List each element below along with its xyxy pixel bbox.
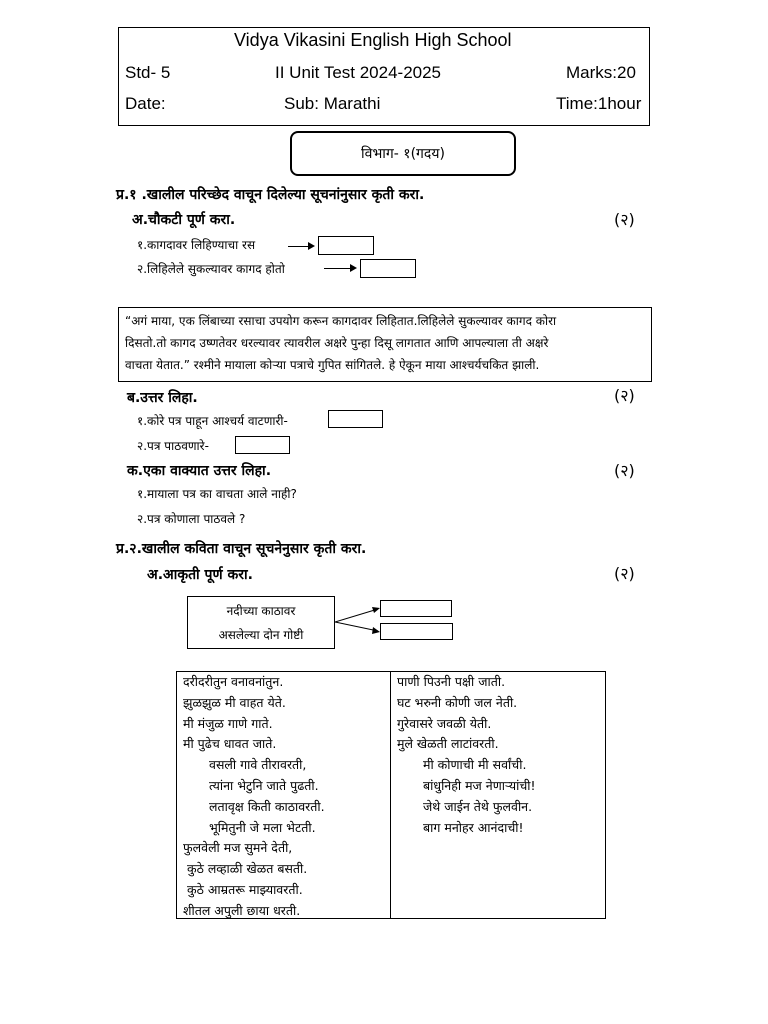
q1c-item-2: २.पत्र कोणाला पाठवले ?: [137, 512, 246, 526]
poem-line: मुले खेळती लाटांवरती.: [397, 736, 499, 752]
q2a-marks: (२): [614, 564, 635, 583]
q1a-arrow-1: [288, 246, 310, 247]
concept-arrowhead-down: [372, 627, 380, 634]
q1b-marks: (२): [614, 386, 635, 405]
poem-column-right: [391, 672, 605, 918]
school-name: Vidya Vikasini English High School: [234, 30, 512, 50]
marks: Marks:20: [566, 63, 636, 82]
concept-arrows: [335, 598, 385, 638]
date: Date:: [125, 94, 166, 113]
poem-line: लतावृक्ष किती काठावरती.: [209, 798, 325, 814]
q1-title: प्र.१ .खालील परिच्छेद वाचून दिलेल्या सूचनांनुसार कृती करा.: [116, 187, 425, 203]
poem-line: फुलवेली मज सुमने देती,: [183, 840, 293, 856]
poem-column-left: [177, 672, 391, 918]
passage-box: [118, 307, 652, 382]
poem-line: त्यांना भेटुनि जाते पुढती.: [209, 777, 319, 793]
poem-line: मी कोणाची मी सर्वांची.: [423, 757, 527, 773]
concept-arrowhead-up: [372, 607, 380, 613]
q1b-item-2: २.पत्र पाठवणारे-: [137, 439, 209, 453]
section-title-box: [290, 131, 516, 176]
concept-arrow-up: [335, 609, 378, 622]
q2a-title: अ.आकृती पूर्ण करा.: [147, 567, 253, 583]
q1a-answer-box-1[interactable]: [318, 236, 374, 255]
q1c-title: क.एका वाक्यात उत्तर लिहा.: [127, 463, 272, 479]
poem-line: कुठे आम्रतरू माझ्यावरती.: [187, 881, 303, 897]
poem-line: गुरेवासरे जवळी येती.: [397, 715, 492, 731]
time: Time:1hour: [556, 94, 642, 113]
header-box: [118, 27, 650, 126]
section-title: विभाग- १(गदय): [361, 146, 445, 162]
q1a-answer-box-2[interactable]: [360, 259, 416, 278]
q1a-arrowhead-1: [308, 242, 315, 250]
q1c-item-1: १.मायाला पत्र का वाचता आले नाही?: [137, 487, 297, 501]
test-name: II Unit Test 2024-2025: [275, 63, 442, 82]
poem-line: मी मंजुळ गाणे गाते.: [183, 715, 273, 731]
poem-line: घट भरुनी कोणी जल नेती.: [397, 694, 518, 710]
concept-line-1: नदीच्या काठावर: [226, 604, 296, 618]
q1a-item-2: २.लिहिलेले सुकल्यावर कागद होतो: [137, 262, 285, 276]
poem-line: पाणी पिउनी पक्षी जाती.: [397, 674, 506, 689]
poem-line: बांधुनिही मज नेणाऱ्यांची!: [423, 777, 536, 793]
concept-box: [187, 596, 335, 649]
q1a-marks: (२): [614, 210, 635, 229]
concept-answer-box-1[interactable]: [380, 600, 452, 617]
poem-line: दरीदरीतुन वनावनांतुन.: [183, 674, 284, 689]
q1a-arrow-2: [324, 268, 352, 269]
concept-answer-box-2[interactable]: [380, 623, 453, 640]
passage-line: दिसतो.तो कागद उष्णतेवर धरल्यावर त्यावरील अक्षरे पुन्हा दिसू लागतात आणि आपल्याला ती अक्षरे: [125, 336, 549, 350]
poem-line: भूमितुनी जे मला भेटती.: [209, 819, 316, 835]
poem-line: वसली गावे तीरावरती,: [209, 757, 307, 773]
concept-arrow-down: [335, 622, 378, 631]
standard: Std- 5: [125, 63, 171, 82]
poem-line: मी पुढेच धावत जाते.: [183, 736, 277, 752]
q1b-answer-box-2[interactable]: [235, 436, 290, 454]
poem-line: शीतल अपुली छाया धरती.: [183, 902, 301, 918]
subject: Sub: Marathi: [284, 94, 381, 113]
q1a-title: अ.चौकटी पूर्ण करा.: [132, 212, 236, 228]
poem-line: कुठे लव्हाळी खेळत बसती.: [187, 861, 308, 877]
concept-line-2: असलेल्या दोन गोष्टी: [218, 628, 304, 642]
q2-title: प्र.२.खालील कविता वाचून सूचनेनुसार कृती करा.: [116, 541, 367, 557]
q1b-item-1: १.कोरे पत्र पाहून आश्चर्य वाटणारी-: [137, 414, 288, 428]
poem-line: बाग मनोहर आनंदाची!: [423, 819, 524, 835]
passage-line: वाचता येतात.” रश्मीने मायाला कोऱ्या पत्राचे गुपित सांगितले. हे ऐकून माया आश्चर्यचकित झाली.: [125, 358, 540, 372]
q1b-answer-box-1[interactable]: [328, 410, 383, 428]
q1a-item-1: १.कागदावर लिहिण्याचा रस: [137, 238, 256, 252]
q1c-marks: (२): [614, 461, 635, 480]
passage-line: “अगं माया, एक लिंबाच्या रसाचा उपयोग करून कागदावर लिहितात.लिहिलेले सुकल्यावर कागद कोरा: [125, 314, 557, 328]
q1a-arrowhead-2: [350, 264, 357, 272]
poem-line: झुळझुळ मी वाहत येते.: [183, 694, 286, 710]
q1b-title: ब.उत्तर लिहा.: [127, 390, 198, 406]
poem-table: [176, 671, 606, 919]
poem-line: जेथे जाईन तेथे फुलवीन.: [423, 798, 533, 814]
